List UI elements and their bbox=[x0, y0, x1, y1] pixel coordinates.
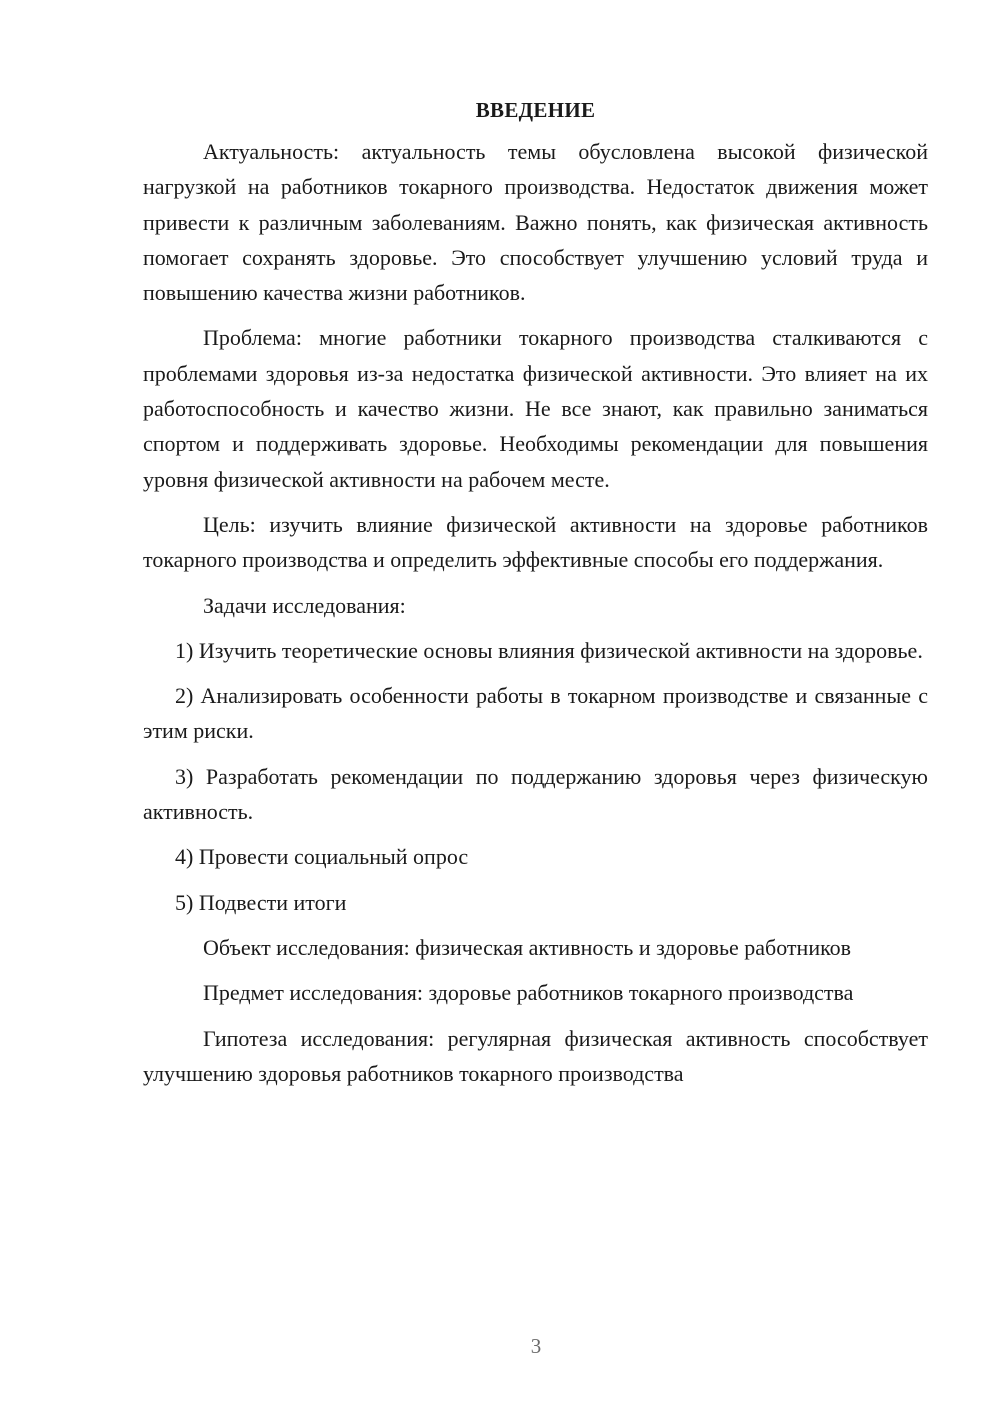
task-item: 3) Разработать рекомендации по поддержанию здоровья через физическую активность. bbox=[143, 763, 928, 825]
problem-paragraph: Проблема: многие работники токарного производства сталкиваются с проблемами здоровья из-за недостатка физической активности. Это влияет на их работоспособность и качество жизни. Не все знают, как правильно заниматься спортом и поддерживать здоровье. Необходимы рекомендации для повышения уровня физической активности на рабочем месте. bbox=[143, 325, 928, 492]
task-item: 1) Изучить теоретические основы влияния физической активности на здоровье. bbox=[175, 637, 923, 663]
hypothesis-paragraph: Гипотеза исследования: регулярная физическая активность способствует улучшению здоровья работников токарного производства bbox=[143, 1025, 928, 1086]
section-title: ВВЕДЕНИЕ bbox=[475, 98, 596, 122]
task-item: 4) Провести социальный опрос bbox=[175, 844, 469, 870]
subject-paragraph: Предмет исследования: здоровье работников токарного производства bbox=[203, 980, 854, 1006]
task-item: 5) Подвести итоги bbox=[175, 889, 347, 915]
goal-paragraph: Цель: изучить влияние физической активности на здоровье работников токарного производства и определить эффективные способы его поддержания. bbox=[143, 511, 928, 573]
task-item: 2) Анализировать особенности работы в токарном производстве и связанные с этим риски. bbox=[143, 683, 928, 744]
tasks-heading: Задачи исследования: bbox=[203, 592, 406, 618]
object-paragraph: Объект исследования: физическая активность и здоровье работников bbox=[203, 934, 852, 960]
document-page bbox=[143, 93, 928, 1100]
page-number: 3 bbox=[530, 1334, 542, 1358]
relevance-paragraph: Актуальность: актуальность темы обусловлена высокой физической нагрузкой на работников токарного производства. Недостаток движения может привести к различным заболеваниям. Важно понять, как физическая активность помогает сохранять здоровье. Это способствует улучшению условий труда и повышению качества жизни работников. bbox=[143, 139, 928, 306]
